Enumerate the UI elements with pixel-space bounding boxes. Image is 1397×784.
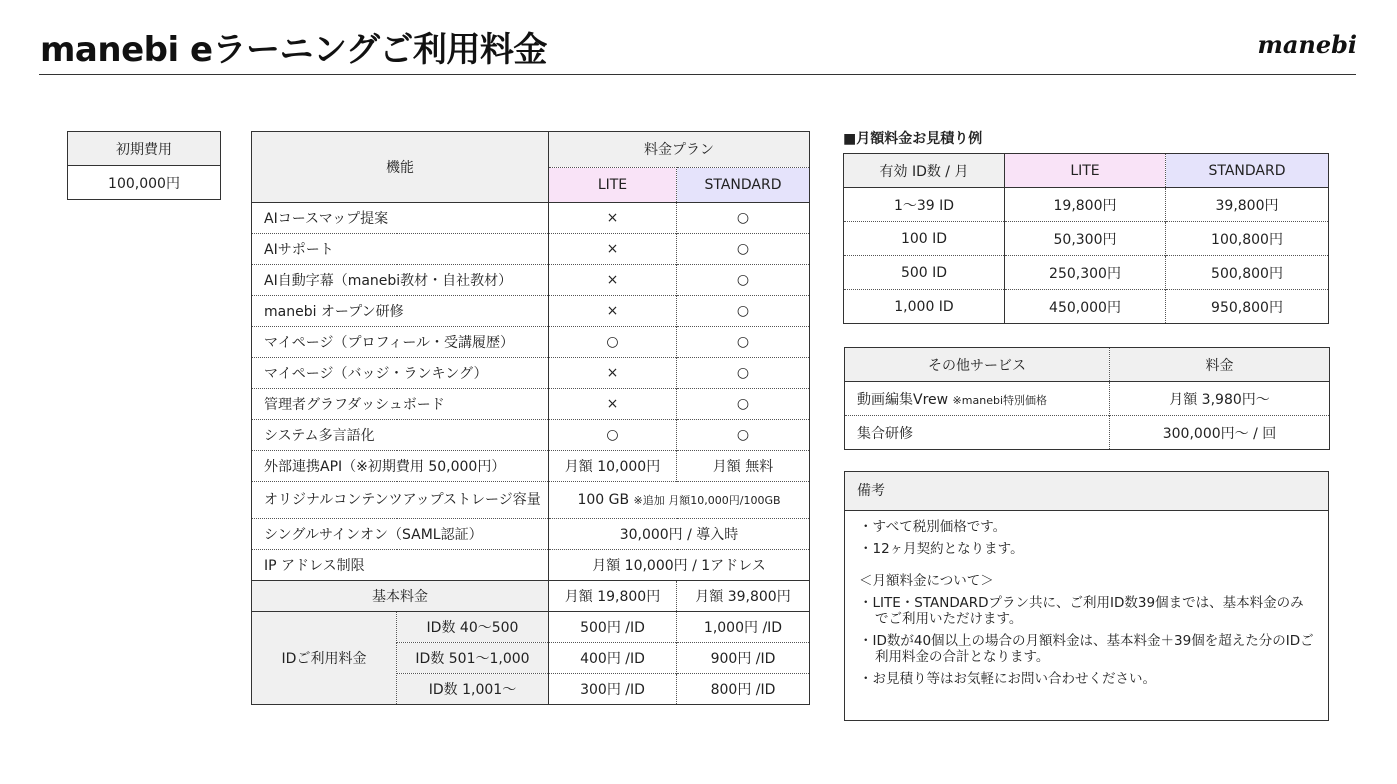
initial-fee-table <box>67 131 221 200</box>
standard-value: ○ <box>677 234 810 265</box>
initial-fee-header: 初期費用 <box>68 132 221 166</box>
id-fee-label: IDご利用料金 <box>252 612 397 705</box>
estimate-standard: 500,800円 <box>1166 256 1329 290</box>
estimate-standard: 39,800円 <box>1166 188 1329 222</box>
estimate-row <box>844 256 1329 290</box>
note-item: ・12ヶ月契約となります。 <box>859 541 1024 557</box>
service-fee: 月額 3,980円〜 <box>1110 382 1330 416</box>
notes-subheading: ＜月額料金について＞ <box>859 573 994 589</box>
plan-standard-header: STANDARD <box>677 167 810 203</box>
feature-name: システム多言語化 <box>252 420 549 451</box>
feature-name: 管理者グラフダッシュボード <box>252 389 549 420</box>
estimate-lite-header: LITE <box>1005 154 1166 188</box>
service-row <box>845 382 1330 416</box>
feature-row <box>252 265 810 296</box>
storage-name: オリジナルコンテンツアップストレージ容量 <box>252 482 549 519</box>
lite-value: × <box>549 203 677 234</box>
sso-value: 30,000円 / 導入時 <box>549 519 810 550</box>
lite-value: × <box>549 296 677 327</box>
standard-value: 月額 無料 <box>677 451 810 482</box>
feature-name: マイページ（バッジ・ランキング） <box>252 358 549 389</box>
standard-value: ○ <box>677 389 810 420</box>
estimate-ids: 1,000 ID <box>844 290 1005 324</box>
note-item: ・お見積り等はお気軽にお問い合わせください。 <box>859 671 1156 687</box>
standard-value: ○ <box>677 327 810 358</box>
lite-value: ○ <box>549 420 677 451</box>
service-row <box>845 416 1330 450</box>
estimate-lite: 450,000円 <box>1005 290 1166 324</box>
id-tier-lite: 300円 /ID <box>549 674 677 705</box>
standard-value: ○ <box>677 358 810 389</box>
lite-value: × <box>549 234 677 265</box>
feature-name: AIコースマップ提案 <box>252 203 549 234</box>
id-tier-standard: 900円 /ID <box>677 643 810 674</box>
title-divider <box>39 74 1356 75</box>
feature-row <box>252 389 810 420</box>
feature-row-ip <box>252 550 810 581</box>
page-title: manebi eラーニングご利用料金 <box>40 30 547 70</box>
feature-name: マイページ（プロフィール・受講履歴） <box>252 327 549 358</box>
services-table <box>844 347 1330 450</box>
service-name: 集合研修 <box>845 416 1110 450</box>
estimate-row <box>844 222 1329 256</box>
feature-name: AI自動字幕（manebi教材・自社教材） <box>252 265 549 296</box>
ip-name: IP アドレス制限 <box>252 550 549 581</box>
sso-name: シングルサインオン（SAML認証） <box>252 519 549 550</box>
id-tier-lite: 500円 /ID <box>549 612 677 643</box>
estimate-table <box>843 153 1329 324</box>
note-item: ・ID数が40個以上の場合の月額料金は、基本料金＋39個を超えた分のIDご利用料金の合計となります。 <box>859 633 1314 665</box>
estimate-row <box>844 188 1329 222</box>
feature-column-header: 機能 <box>252 132 549 203</box>
feature-row <box>252 358 810 389</box>
id-tier-standard: 1,000円 /ID <box>677 612 810 643</box>
lite-value: 月額 10,000円 <box>549 451 677 482</box>
id-tier-range: ID数 501〜1,000 <box>397 643 549 674</box>
estimate-lite: 250,300円 <box>1005 256 1166 290</box>
estimate-ids: 500 ID <box>844 256 1005 290</box>
storage-value-cell <box>549 482 810 519</box>
id-tier-range: ID数 1,001〜 <box>397 674 549 705</box>
notes-body <box>845 511 1328 687</box>
estimate-row <box>844 290 1329 324</box>
feature-row <box>252 451 810 482</box>
service-fee: 300,000円〜 / 回 <box>1110 416 1330 450</box>
service-name: 動画編集Vrew <box>857 391 949 408</box>
estimate-standard-header: STANDARD <box>1166 154 1329 188</box>
standard-value: ○ <box>677 296 810 327</box>
id-fee-row <box>252 612 810 643</box>
manebi-logo[interactable]: manebi <box>1257 30 1357 59</box>
estimate-standard: 100,800円 <box>1166 222 1329 256</box>
storage-value: 100 GB <box>577 492 630 508</box>
estimate-ids: 1〜39 ID <box>844 188 1005 222</box>
feature-row <box>252 234 810 265</box>
lite-value: × <box>549 358 677 389</box>
standard-value: ○ <box>677 420 810 451</box>
base-fee-row <box>252 581 810 612</box>
id-tier-range: ID数 40〜500 <box>397 612 549 643</box>
lite-value: × <box>549 389 677 420</box>
estimate-standard: 950,800円 <box>1166 290 1329 324</box>
standard-value: ○ <box>677 265 810 296</box>
ip-value: 月額 10,000円 / 1アドレス <box>549 550 810 581</box>
notes-box <box>844 471 1329 721</box>
estimate-section-title: ■月額料金お見積り例 <box>843 131 983 147</box>
feature-name: manebi オープン研修 <box>252 296 549 327</box>
estimate-lite: 19,800円 <box>1005 188 1166 222</box>
feature-row <box>252 327 810 358</box>
feature-row-storage <box>252 482 810 519</box>
base-fee-standard: 月額 39,800円 <box>677 581 810 612</box>
note-item: ・すべて税別価格です。 <box>859 519 1007 535</box>
plan-lite-header: LITE <box>549 167 677 203</box>
lite-value: × <box>549 265 677 296</box>
estimate-lite: 50,300円 <box>1005 222 1166 256</box>
features-table <box>251 131 810 705</box>
id-tier-standard: 800円 /ID <box>677 674 810 705</box>
initial-fee-value: 100,000円 <box>68 166 221 200</box>
estimate-ids-header: 有効 ID数 / 月 <box>844 154 1005 188</box>
base-fee-lite: 月額 19,800円 <box>549 581 677 612</box>
service-fee-header: 料金 <box>1110 348 1330 382</box>
feature-row <box>252 420 810 451</box>
service-name-cell <box>845 382 1110 416</box>
estimate-ids: 100 ID <box>844 222 1005 256</box>
feature-name: AIサポート <box>252 234 549 265</box>
service-header: その他サービス <box>845 348 1110 382</box>
note-item: ・LITE・STANDARDプラン共に、ご利用ID数39個までは、基本料金のみでご利用いただけます。 <box>859 595 1304 627</box>
feature-row <box>252 203 810 234</box>
id-tier-lite: 400円 /ID <box>549 643 677 674</box>
storage-note: ※追加 月額10,000円/100GB <box>633 494 781 507</box>
feature-row <box>252 296 810 327</box>
service-note: ※manebi特別価格 <box>952 393 1047 407</box>
base-fee-label: 基本料金 <box>252 581 549 612</box>
standard-value: ○ <box>677 203 810 234</box>
feature-name: 外部連携API（※初期費用 50,000円） <box>252 451 549 482</box>
notes-title: 備考 <box>845 472 1328 511</box>
lite-value: ○ <box>549 327 677 358</box>
plan-column-header: 料金プラン <box>549 132 810 168</box>
feature-row-sso <box>252 519 810 550</box>
